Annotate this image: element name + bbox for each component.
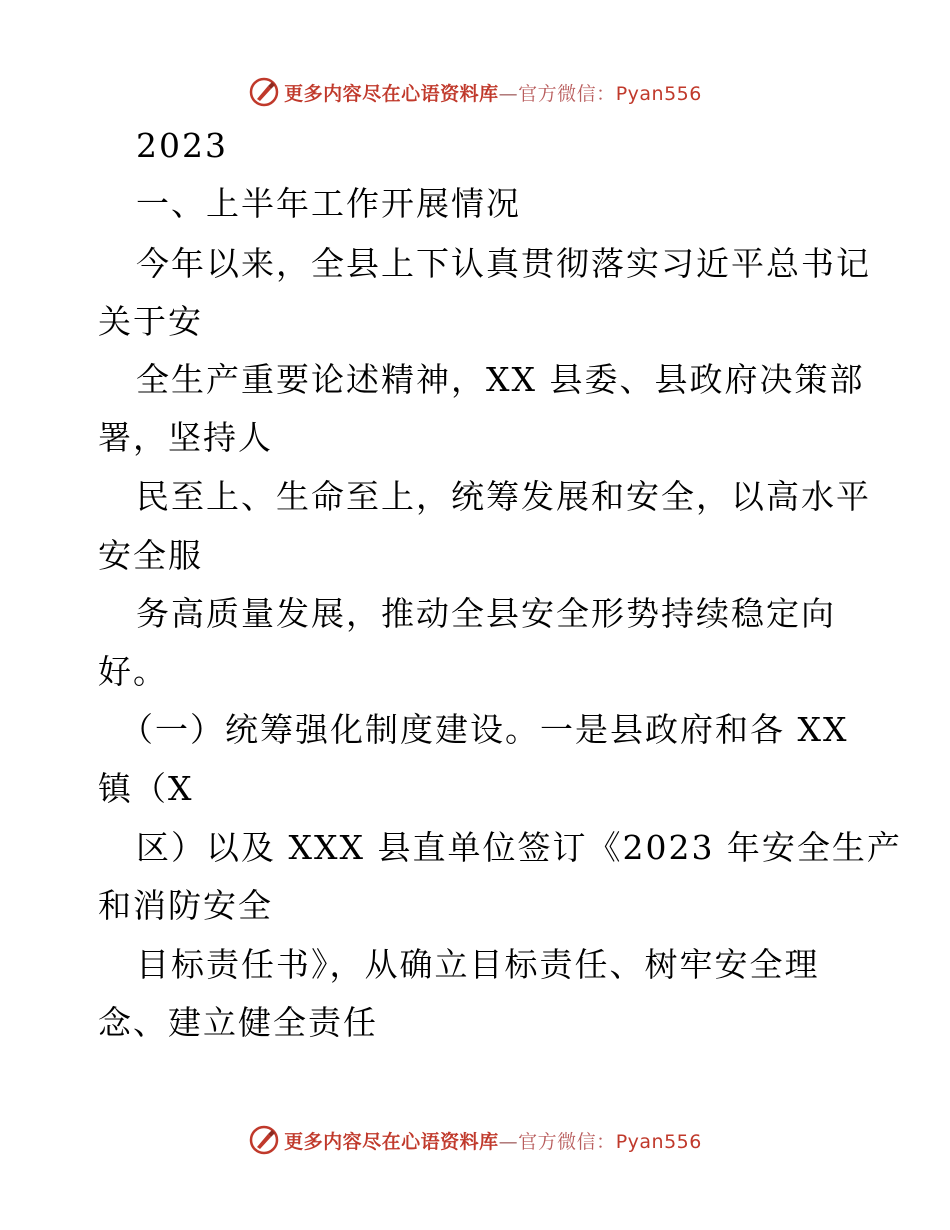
- watermark-site: 更多内容尽在心语资料库: [284, 82, 499, 105]
- watermark-contact-id: Pyan556: [615, 1130, 702, 1153]
- doc-line: 安全服: [98, 536, 203, 575]
- doc-line: 署，坚持人: [98, 418, 273, 457]
- watermark-separator: —: [498, 82, 519, 105]
- doc-line: 2023: [136, 126, 228, 165]
- doc-line: 一、上半年工作开展情况: [136, 184, 521, 223]
- watermark-contact-label: 官方微信：: [518, 1130, 616, 1153]
- doc-line: 好。: [98, 652, 168, 691]
- doc-line: 务高质量发展，推动全县安全形势持续稳定向: [136, 594, 836, 633]
- doc-line: 今年以来，全县上下认真贯彻落实习近平总书记: [136, 244, 871, 283]
- watermark-contact-id: Pyan556: [615, 82, 702, 105]
- watermark-separator: —: [498, 1130, 519, 1153]
- doc-line: 民至上、生命至上，统筹发展和安全，以高水平: [136, 477, 871, 516]
- watermark-text: [284, 79, 702, 106]
- doc-line: 和消防安全: [98, 886, 273, 925]
- header-watermark: [0, 72, 950, 112]
- doc-line: 区）以及 XXX 县直单位签订《2023 年安全生产: [136, 828, 902, 867]
- doc-line: 关于安: [98, 302, 203, 341]
- footer-watermark: [0, 1120, 950, 1160]
- doc-line: （一）统筹强化制度建设。一是县政府和各 XX: [120, 710, 849, 749]
- pen-logo-icon: [248, 76, 280, 108]
- doc-line: 镇（X: [98, 769, 194, 808]
- pen-logo-icon: [248, 1124, 280, 1156]
- watermark-site: 更多内容尽在心语资料库: [284, 1130, 499, 1153]
- watermark-text: [284, 1127, 702, 1154]
- doc-line: 目标责任书》，从确立目标责任、树牢安全理: [136, 945, 820, 984]
- doc-line: 全生产重要论述精神，XX 县委、县政府决策部: [136, 360, 865, 399]
- doc-line: 念、建立健全责任: [98, 1003, 378, 1042]
- watermark-contact-label: 官方微信：: [518, 82, 616, 105]
